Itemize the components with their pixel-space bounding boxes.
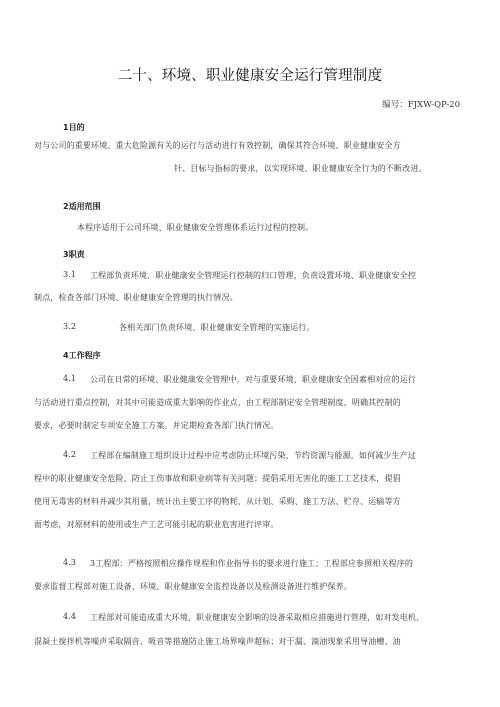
clause-number: 4.1: [63, 374, 77, 383]
clause-4-4-line-2: 混凝土搅拌机等噪声采取隔音、吸音等措施防止施工场界噪声超标；对于漏、滴油现象采用导油槽、油: [34, 637, 401, 646]
clause-3-2-text: 各相关部门负责环境、职业健康安全管理的实施运行。: [119, 323, 315, 332]
document-title: 二十、环境、职业健康安全运行管理制度: [117, 68, 383, 84]
clause-number: 4.4: [63, 612, 77, 621]
clause-4-3-line-2: 要求监督工程部对施工设备、环境、职业健康安全监控设备以及检测设备进行维护保养。: [34, 582, 352, 591]
heading-procedure: 4工作程序: [63, 351, 101, 360]
clause-4-4-line-1: 工程部对可能造成重大环境、职业健康安全影响的设备采取相应措施进行管理，如对发电机、: [90, 613, 425, 622]
purpose-line-1: 对与公司的重要环境、重大危险源有关的运行与活动进行有效控制，确保其符合环境、职业健康安全方: [34, 141, 401, 150]
purpose-line-2: 针、目标与指标的要求，以实现环境、职业健康安全行为的不断改进。: [174, 164, 427, 173]
clause-4-1-line-3: 要求，必要时制定专项安全施工方案。并定期检查各部门执行情况。: [34, 421, 279, 430]
clause-4-1-line-2: 与活动进行重点控制，对其中可能造成重大影响的作业点，由工程部制定安全管理制度，明确其控制的: [34, 398, 401, 407]
heading-responsibility: 3职责: [63, 250, 85, 259]
scope-line: 本程序适用于公司环境、职业健康安全管理体系运行过程的控制。: [77, 223, 314, 232]
clause-number: 3.1: [63, 270, 77, 279]
clause-number: 3.2: [63, 322, 77, 331]
clause-4-2-line-4: 面考虑，对原材料的使用或生产工艺可能引起的职业危害进行评审。: [34, 520, 279, 529]
heading-scope: 2适用范围: [63, 202, 101, 211]
clause-number: 4.2: [63, 450, 77, 459]
clause-4-3-line-1: 3工程部：严格按照相应操作规程和作业指导书的要求进行施工；工程部应参照相关程序的: [90, 559, 414, 568]
clause-4-2-line-3: 使用无毒害的材料并减少其用量，统计出主要工序的物耗，从计划、采购、施工方法、贮存、运输等方: [34, 497, 401, 506]
heading-purpose: 1目的: [63, 123, 85, 132]
document-number: 编号：FJXW-QP-20: [382, 100, 460, 110]
clause-4-1-line-1: 公司在日常的环境、职业健康安全管理中，对与重要环境、职业健康安全因素相对应的运行: [90, 375, 416, 384]
clause-3-1-line-1: 工程部负责环境、职业健康安全管理运行控制的归口管理，负责设置环境、职业健康安全控: [90, 271, 416, 280]
clause-number: 4.3: [63, 558, 77, 567]
clause-4-2-line-1: 工程部在编制施工组织设计过程中应考虑防止环境污染、节约资源与能源，如何减少生产过: [90, 451, 416, 460]
clause-4-2-line-2: 程中的职业健康安全危险、防止工伤事故和职业病等有关问题；提倡采用无害化的施工工艺技术，提倡: [34, 474, 401, 483]
clause-3-1-line-2: 制点，检查各部门环境、职业健康安全管理的执行情况。: [34, 293, 238, 302]
